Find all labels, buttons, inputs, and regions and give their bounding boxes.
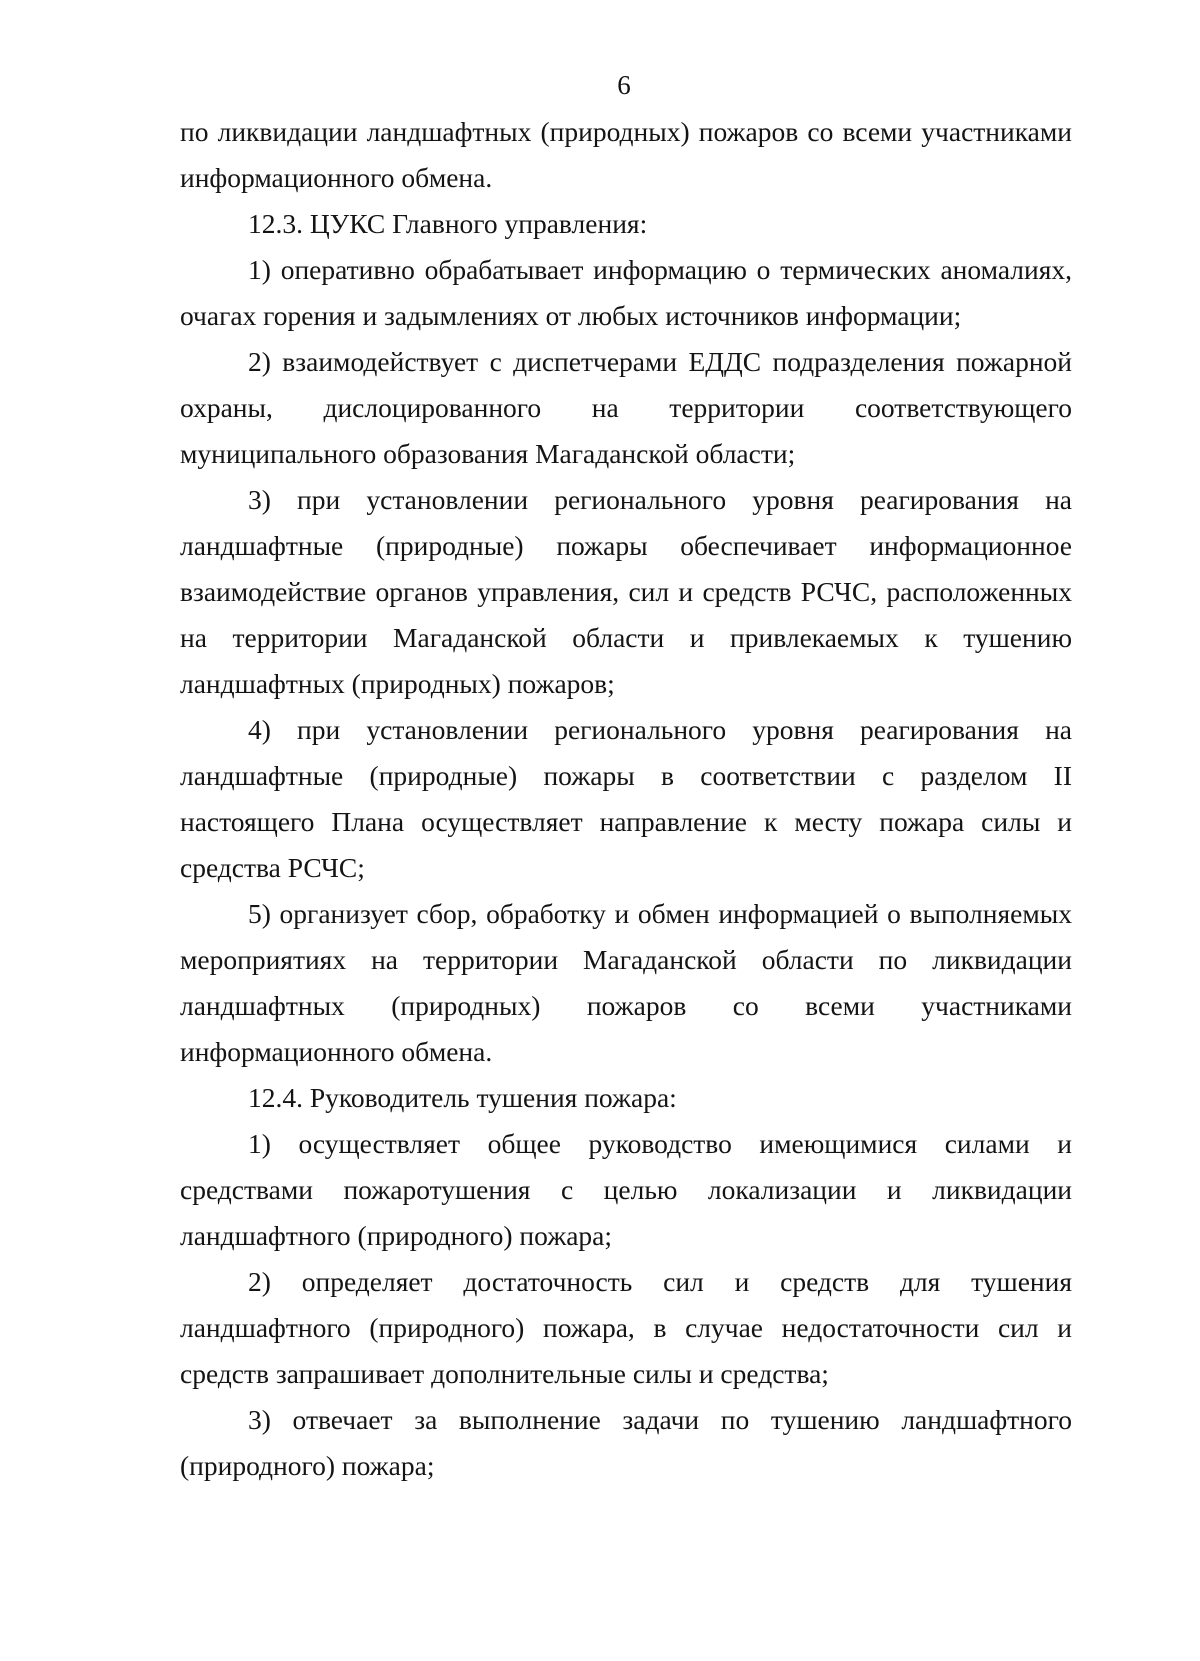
list-item-12-4-1: 1) осуществляет общее руководство имеющимися силами и средствами пожаротушения с целью локализации и ликвидации ландшафтного (природного) пожара;: [180, 1128, 1072, 1251]
list-item-12-4-2: 2) определяет достаточность сил и средств для тушения ландшафтного (природного) пожара, в случае недостаточности сил и средств запрашивает дополнительные силы и средства;: [180, 1266, 1072, 1389]
list-item-12-3-2: 2) взаимодействует с диспетчерами ЕДДС подразделения пожарной охраны, дислоцированного на территории соответствующего муниципального образования Магаданской области;: [180, 346, 1072, 469]
paragraph-continuation: по ликвидации ландшафтных (природных) пожаров со всеми участниками информационного обмена.: [180, 116, 1072, 193]
page-number: 6: [617, 70, 631, 100]
section-heading-12-4: 12.4. Руководитель тушения пожара:: [248, 1082, 677, 1113]
document-body: [180, 109, 1072, 1489]
list-item-12-3-4: 4) при установлении регионального уровня реагирования на ландшафтные (природные) пожары в соответствии с разделом II настоящего Плана осуществляет направление к месту пожара силы и средства РСЧС;: [180, 714, 1072, 883]
section-heading-12-3: 12.3. ЦУКС Главного управления:: [248, 208, 648, 239]
list-item-12-3-3: 3) при установлении регионального уровня реагирования на ландшафтные (природные) пожары обеспечивает информационное взаимодействие органов управления, сил и средств РСЧС, расположенных на территории Магаданской области и привлекаемых к тушению ландшафтных (природных) пожаров;: [180, 484, 1072, 699]
list-item-12-3-5: 5) организует сбор, обработку и обмен информацией о выполняемых мероприятиях на территории Магаданской области по ликвидации ландшафтных (природных) пожаров со всеми участниками информационного обмена.: [180, 898, 1072, 1067]
list-item-12-4-3: 3) отвечает за выполнение задачи по тушению ландшафтного (природного) пожара;: [180, 1404, 1072, 1481]
list-item-12-3-1: 1) оперативно обрабатывает информацию о термических аномалиях, очагах горения и задымлениях от любых источников информации;: [180, 254, 1072, 331]
